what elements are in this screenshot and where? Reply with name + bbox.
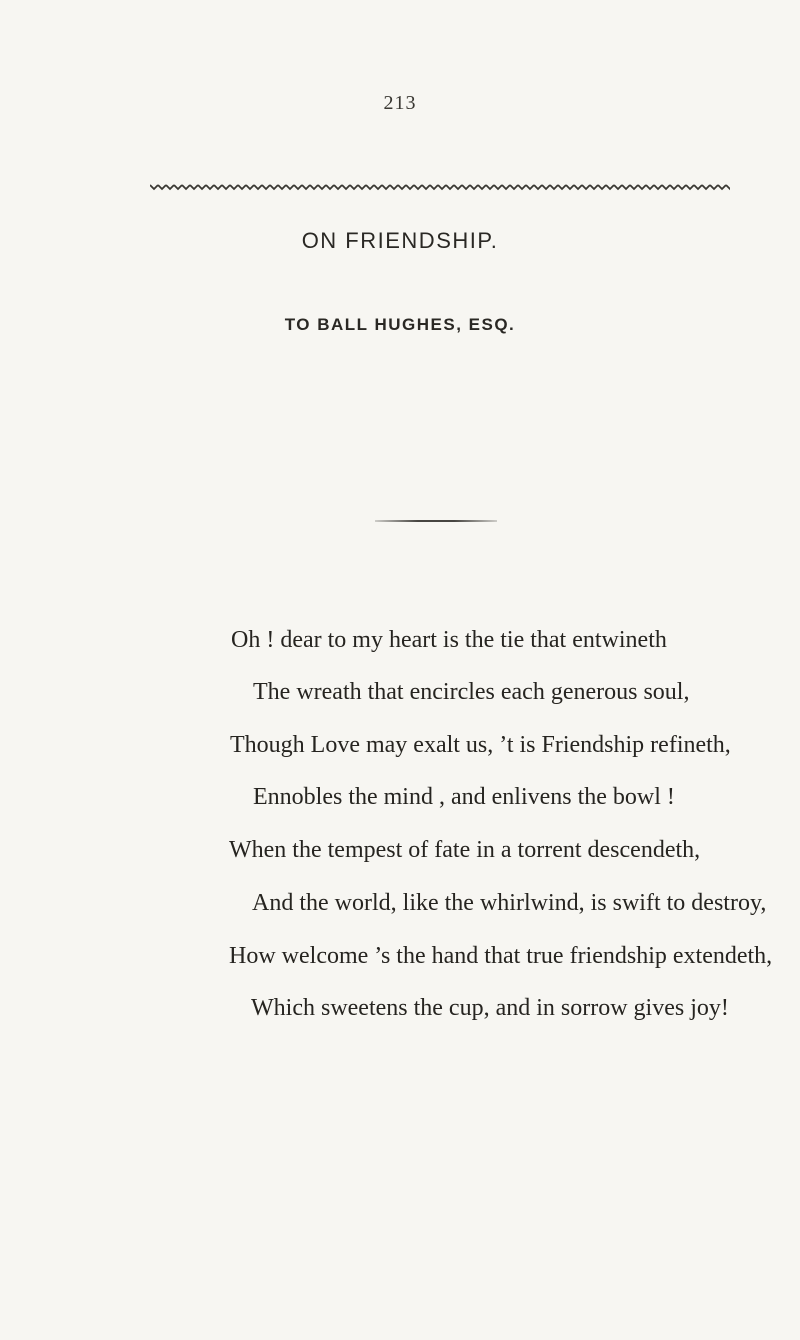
poem-line: And the world, like the whirlwind, is swift to destroy, (252, 890, 767, 916)
divider-rule (375, 520, 497, 522)
poem-line: Which sweetens the cup, and in sorrow gives joy! (251, 995, 729, 1021)
poem-line: How welcome ’s the hand that true friendship extendeth, (229, 943, 773, 969)
dedication: TO BALL HUGHES, ESQ. (284, 315, 516, 334)
poem-line: Ennobles the mind , and enlivens the bowl ! (253, 784, 675, 810)
poem-line: The wreath that encircles each generous soul, (253, 679, 690, 705)
poem-line: When the tempest of fate in a torrent descendeth, (229, 837, 701, 863)
poem-line: Oh ! dear to my heart is the tie that entwineth (231, 627, 667, 653)
page-number: 213 (383, 92, 417, 114)
poem-title: ON FRIENDSHIP. (301, 228, 499, 253)
poem-line: Though Love may exalt us, ’t is Friendship refineth, (230, 732, 731, 758)
ornamental-border (150, 180, 730, 194)
